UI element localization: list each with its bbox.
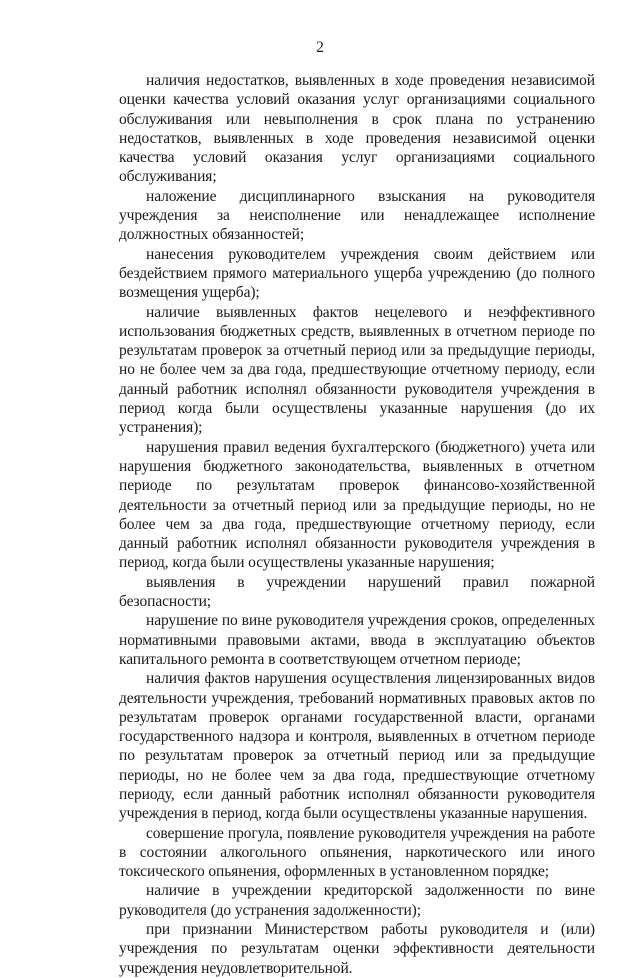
paragraph-accounting-violations: нарушения правил ведения бухгалтерского (бюджетного) учета или нарушения бюджетного законодательства, выявленных в отчетном периоде по результатам проверок финансово-хозяйственной деятельности за отчетный период или за предыдущие периоды, но не более чем за два года, предшествующие отчетному периоду, если данный работник исполнял обязанности руководителя учреждения в период, когда были осуществлены указанные нарушения; [119, 438, 595, 572]
paragraph-misuse-of-funds: наличие выявленных фактов нецелевого и неэффективного использования бюджетных средств, выявленных в отчетном периоде по результатам проверок за отчетный период или за предыдущие периоды, но не более чем за два года, предшествующие отчетному периоду, если данный работник исполнял обязанности руководителя учреждения в период когда были осуществлены указанные нарушения (до их устранения); [119, 303, 595, 437]
paragraph-fire-safety: выявления в учреждении нарушений правил пожарной безопасности; [119, 573, 595, 611]
paragraph-capital-repair-deadlines: нарушение по вине руководителя учреждения сроков, определенных нормативными правовыми актами, ввода в эксплуатацию объектов капитального ремонта в соответствующем отчетном периоде; [119, 612, 595, 668]
document-body [119, 71, 595, 978]
paragraph-licensing-violations: наличия фактов нарушения осуществления лицензированных видов деятельности учреждения, требований нормативных правовых актов по результатам проверок органами государственной власти, органами государственного надзора и контроля, выявленных в отчетном периоде по результатам проверок за отчетный период или за предыдущие периоды, но не более чем за два года, предшествующие отчетному периоду, если данный работник исполнял обязанности руководителя учреждения в период, когда были осуществлены указанные нарушения. [119, 670, 595, 823]
paragraph-absenteeism: совершение прогула, появление руководителя учреждения на работе в состоянии алкогольного опьянения, наркотического или иного токсического опьянения, оформленных в установленном порядке; [119, 824, 595, 881]
paragraph-material-damage: нанесения руководителем учреждения своим действием или бездействием прямого материального ущерба учреждению (до полного возмещения ущерба); [119, 245, 595, 302]
paragraph-unsatisfactory-evaluation: при признании Министерством работы руководителя и (или) учреждения по результатам оценки эффективности деятельности учреждения неудовлетворительной. [119, 921, 595, 977]
page-number: 2 [316, 39, 324, 56]
paragraph-accounts-payable: наличие в учреждении кредиторской задолженности по вине руководителя (до устранения задолженности); [119, 882, 595, 919]
paragraph-independent-assessment: наличия недостатков, выявленных в ходе проведения независимой оценки качества условий оказания услуг организациями социального обслуживания или невыполнения в срок плана по устранению недостатков, выявленных в ходе проведения независимой оценки качества условий оказания услуг организациями социального обслуживания; [119, 72, 595, 186]
paragraph-disciplinary-penalty: наложение дисциплинарного взыскания на руководителя учреждения за неисполнение или ненадлежащее исполнение должностных обязанностей; [119, 187, 595, 244]
